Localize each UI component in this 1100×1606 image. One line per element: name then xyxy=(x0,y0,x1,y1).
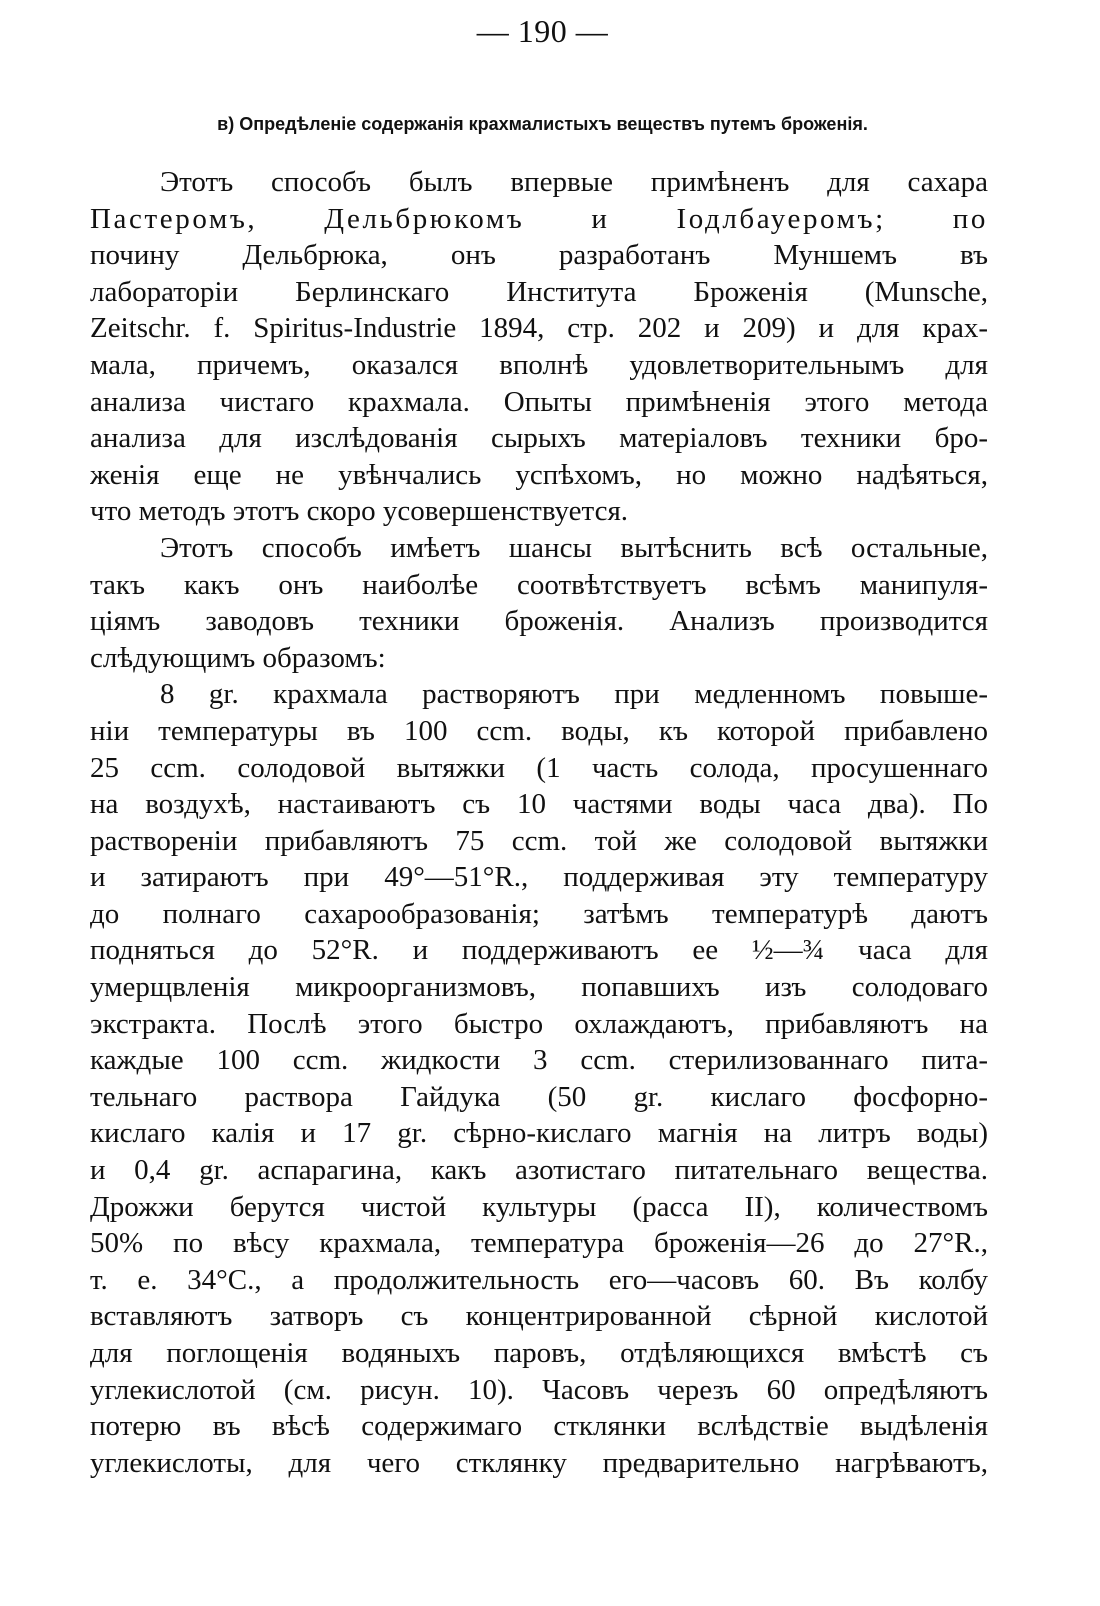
text-line: 8 gr. крахмала растворяютъ при медленномъ повыше- xyxy=(160,678,988,711)
text-line: анализа чистаго крахмала. Опыты примѣненія этого метода xyxy=(90,385,988,418)
text-line: Пастеромъ, Дельбрюкомъ и Іодлбауеромъ; по xyxy=(90,202,988,235)
text-line: 50% по вѣсу крахмала, температура броженія—26 до 27°R., xyxy=(90,1227,988,1260)
text-line: умерщвленія микроорганизмовъ, попавшихъ изъ солодоваго xyxy=(90,971,988,1004)
text-line: подняться до 52°R. и поддерживаютъ ее ½—¾ часа для xyxy=(90,934,988,967)
text-line: и 0,4 gr. аспарагина, какъ азотистаго питательнаго вещества. xyxy=(90,1154,988,1187)
text-line: т. е. 34°C., а продолжительность его—часовъ 60. Въ колбу xyxy=(90,1263,988,1296)
text-line: для поглощенія водяныхъ паровъ, отдѣляющихся вмѣстѣ съ xyxy=(90,1337,988,1369)
text-line: экстракта. Послѣ этого быстро охлаждаютъ, прибавляютъ на xyxy=(90,1007,988,1040)
text-line: раствореніи прибавляютъ 75 ccm. той же солодовой вытяжки xyxy=(90,824,988,857)
text-line: кислаго калія и 17 gr. сѣрно-кислаго магнія на литръ воды) xyxy=(90,1117,988,1150)
text-line: анализа для изслѣдованія сырыхъ матеріаловъ техники бро- xyxy=(90,422,988,455)
text-line: Zeitschr. f. Spiritus-Industrie 1894, стр. 202 и 209) и для крах- xyxy=(90,312,988,345)
page-number: — 190 — xyxy=(476,13,609,49)
text-line: Дрожжи берутся чистой культуры (расса II), количествомъ xyxy=(90,1190,988,1223)
text-line: почину Дельбрюка, онъ разработанъ Муншемъ въ xyxy=(90,239,988,272)
text-line: такъ какъ онъ наиболѣе соотвѣтствуетъ всѣмъ манипуля- xyxy=(90,568,988,601)
text-line: 25 ccm. солодовой вытяжки (1 часть солода, просушеннаго xyxy=(90,751,988,784)
text-line: на воздухѣ, настаиваютъ съ 10 частями воды часа два). По xyxy=(90,788,988,821)
text-line: что методъ этотъ скоро усовершенствуется. xyxy=(90,495,629,528)
text-line: лабораторіи Берлинскаго Института Броженія (Munsche, xyxy=(90,275,988,308)
text-line: женія еще не увѣнчались успѣхомъ, но можно надѣяться, xyxy=(90,458,988,491)
text-line: вставляютъ затворъ съ концентрированной сѣрной кислотой xyxy=(90,1300,988,1333)
text-line: до полнаго сахарообразованія; затѣмъ температурѣ даютъ xyxy=(90,897,988,930)
section-heading: в) Опредѣленіе содержанія крахмалистыхъ веществъ путемъ броженія. xyxy=(217,114,868,134)
text-line: ціямъ заводовъ техники броженія. Анализъ производится xyxy=(90,605,988,638)
text-line: ніи температуры въ 100 ccm. воды, къ которой прибавлено xyxy=(90,714,988,747)
text-line: и затираютъ при 49°—51°R., поддерживая эту температуру xyxy=(90,861,988,894)
text-line: потерю въ вѣсѣ содержимаго стклянки вслѣдствіе выдѣленія xyxy=(90,1410,988,1443)
text-line: Этотъ способъ былъ впервые примѣненъ для сахара xyxy=(160,166,988,198)
text-line: углекислотой (см. рисун. 10). Часовъ черезъ 60 опредѣляютъ xyxy=(90,1373,988,1406)
body-text xyxy=(90,164,988,1481)
text-line: каждые 100 ccm. жидкости 3 ccm. стерилизованнаго пита- xyxy=(90,1044,988,1077)
text-line: Этотъ способъ имѣетъ шансы вытѣснить всѣ остальные, xyxy=(160,531,988,564)
text-line: слѣдующимъ образомъ: xyxy=(90,641,386,674)
text-line: тельнаго раствора Гайдука (50 gr. кислаго фосфорно- xyxy=(90,1080,988,1113)
text-line: мала, причемъ, оказался вполнѣ удовлетворительнымъ для xyxy=(90,348,988,381)
text-line: углекислоты, для чего стклянку предварительно нагрѣваютъ, xyxy=(90,1446,988,1479)
